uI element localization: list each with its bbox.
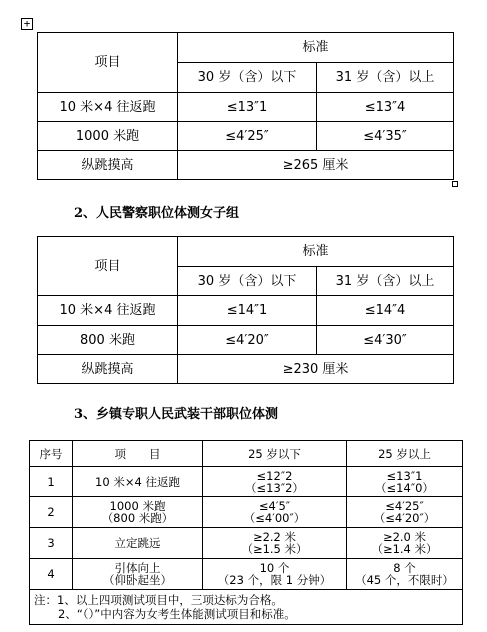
item-line: 立定跳远 xyxy=(114,536,161,550)
value-line: （≥1.5 米） xyxy=(241,542,308,556)
value-line: ≤4′5″ xyxy=(258,499,291,513)
row-value: ≥230 厘米 xyxy=(178,355,454,384)
row-value xyxy=(347,467,463,497)
item-line: 1000 米跑 xyxy=(109,499,166,513)
row-item xyxy=(73,497,203,528)
header-item: 项 目 xyxy=(73,441,203,467)
value-line: 8 个 xyxy=(393,561,416,575)
value-line: （≤13″2） xyxy=(245,480,304,495)
value-line: （≤4′00″） xyxy=(243,511,306,525)
row-value xyxy=(347,559,463,590)
value-line: （≤14″0） xyxy=(375,480,434,495)
row-value: ≤4′20″ xyxy=(178,326,317,355)
table-note xyxy=(30,590,463,625)
table-resize-handle[interactable] xyxy=(452,181,458,187)
row-item: 800 米跑 xyxy=(38,326,178,355)
header-age-25-below: 25 岁以下 xyxy=(203,441,347,467)
value-line: ≤4′25″ xyxy=(385,499,424,513)
row-no: 4 xyxy=(30,559,73,590)
row-item: 纵跳摸高 xyxy=(38,151,178,180)
item-line: （仰卧起坐） xyxy=(103,573,172,587)
header-age-25-above: 25 岁以上 xyxy=(347,441,463,467)
row-value xyxy=(347,528,463,559)
header-age-31-above: 31 岁（含）以上 xyxy=(317,267,454,296)
row-value: ≤14″4 xyxy=(317,296,454,326)
row-value xyxy=(347,497,463,528)
row-item xyxy=(73,467,203,497)
row-value: ≤14″1 xyxy=(178,296,317,326)
row-item: 10 米×4 往返跑 xyxy=(38,93,178,122)
value-line: ≤12″2 xyxy=(256,468,293,483)
value-line: （45 个，不限时） xyxy=(355,573,454,587)
row-no: 2 xyxy=(30,497,73,528)
table-move-handle[interactable]: + xyxy=(21,18,33,30)
value-line: （23 个，限 1 分钟） xyxy=(217,573,332,587)
header-age-31-above: 31 岁（含）以上 xyxy=(317,63,454,93)
table-militia-cadre xyxy=(29,440,463,625)
value-line: ≥2.0 米 xyxy=(382,530,427,544)
header-standard: 标准 xyxy=(178,237,454,267)
item-line: 10 米×4 往返跑 xyxy=(95,474,180,489)
header-item: 项目 xyxy=(38,33,178,93)
item-line: 引体向上 xyxy=(114,561,161,575)
value-line: 10 个 xyxy=(259,561,290,575)
note-line: 2、“（）”中内容为女考生体能测试项目和标准。 xyxy=(58,607,296,621)
row-value: ≤13″1 xyxy=(178,93,317,122)
value-line: ≤13″1 xyxy=(386,468,423,483)
header-item: 项目 xyxy=(38,237,178,296)
row-value: ≤4′30″ xyxy=(317,326,454,355)
row-value xyxy=(203,559,347,590)
row-item: 10 米×4 往返跑 xyxy=(38,296,178,326)
value-line: （≥1.4 米） xyxy=(371,542,438,556)
row-value: ≥265 厘米 xyxy=(178,151,454,180)
row-item xyxy=(73,528,203,559)
item-line: （800 米跑） xyxy=(101,511,174,525)
header-age-30-below: 30 岁（含）以下 xyxy=(178,267,317,296)
header-standard: 标准 xyxy=(178,33,454,63)
section-heading: 2、人民警察职位体测女子组 xyxy=(74,206,240,221)
row-value: ≤4′35″ xyxy=(317,122,454,151)
header-no: 序号 xyxy=(30,441,73,467)
table-male-police xyxy=(37,32,454,180)
section-heading: 3、乡镇专职人民武装干部职位体测 xyxy=(74,407,279,422)
value-line: （≤4′20″） xyxy=(373,511,436,525)
header-age-30-below: 30 岁（含）以下 xyxy=(178,63,317,93)
row-value xyxy=(203,528,347,559)
row-value xyxy=(203,497,347,528)
row-item: 1000 米跑 xyxy=(38,122,178,151)
row-item: 纵跳摸高 xyxy=(38,355,178,384)
row-item xyxy=(73,559,203,590)
row-value xyxy=(203,467,347,497)
row-value: ≤13″4 xyxy=(317,93,454,122)
table-female-police xyxy=(37,236,454,384)
row-value: ≤4′25″ xyxy=(178,122,317,151)
value-line: ≥2.2 米 xyxy=(252,530,297,544)
note-line: 注：1、以上四项测试项目中，三项达标为合格。 xyxy=(34,593,283,607)
row-no: 3 xyxy=(30,528,73,559)
row-no: 1 xyxy=(30,467,73,497)
